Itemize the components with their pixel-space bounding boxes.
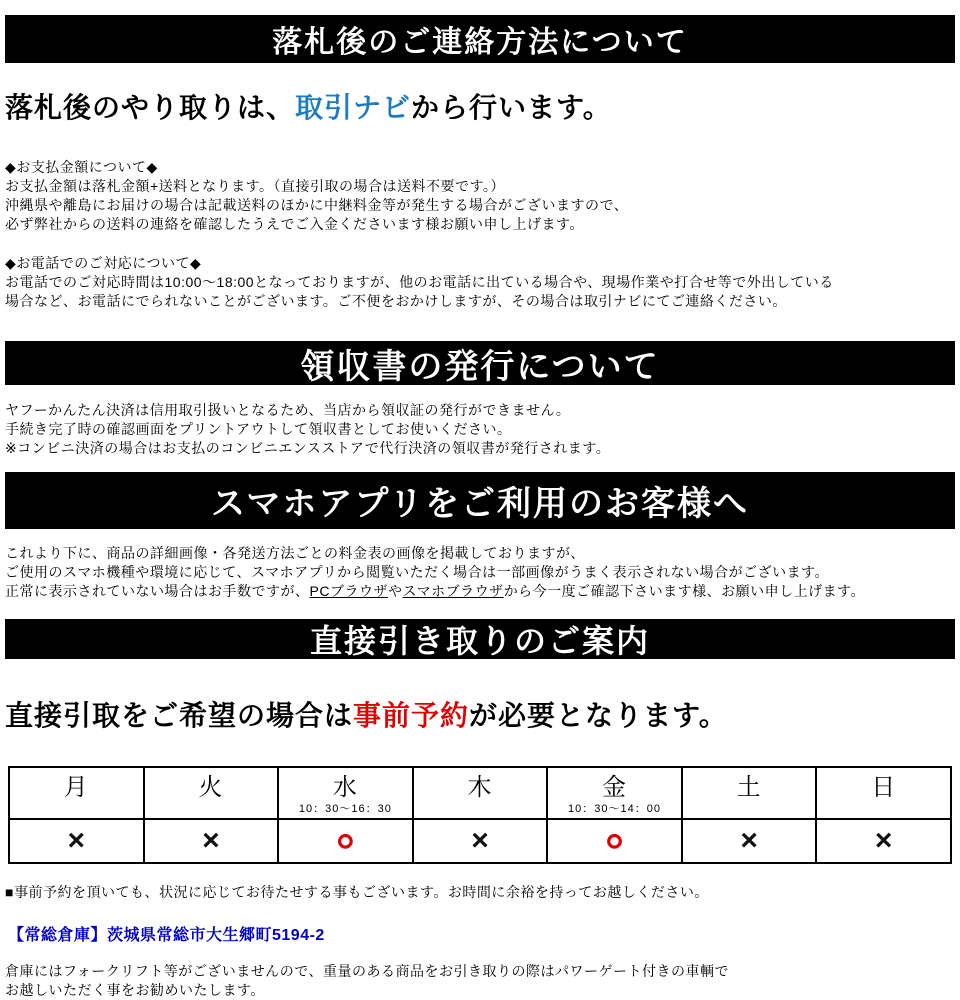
day-time [683,803,816,817]
warehouse-note-line: お越しいただく事をお勧めいたします。 [5,982,265,998]
closed-mark: × [740,824,758,857]
receipt-line: ※コンビニ決済の場合はお支払のコンビニエンスストアで代行決済の領収書が発行されます。 [5,440,611,456]
payment-title: ◆お支払金額について◆ [5,159,158,175]
day-cell-wed [278,767,413,819]
torihiki-navi-link[interactable]: 取引ナビ [295,92,412,123]
mark-cell-wed [278,819,413,863]
day-time: 10：30～14：00 [568,803,661,815]
mark-cell-mon [9,819,144,863]
day-name: 月 [63,774,89,801]
day-name: 火 [198,774,224,801]
day-cell-sat [682,767,817,819]
mark-cell-sun [816,819,951,863]
receipt-section [5,401,960,458]
receipt-line: ヤフーかんたん決済は信用取引扱いとなるため、当店から領収証の発行ができません。 [5,402,571,418]
reservation-note: ■事前予約を頂いても、状況に応じてお待たせする事もございます。お時間に余裕を持ってお越しください。 [5,884,709,900]
smartphone-browser-link[interactable]: スマホブラウザ [402,583,504,599]
banner-contact-method [5,15,955,63]
phone-line: お電話でのご対応時間は10:00～18:00となっておりますが、他のお電話に出ている場合や、現場作業や打合せ等で外出している [5,274,834,290]
phone-line: 場合など、お電話にでられないことがございます。ご不便をおかけしますが、その場合は取引ナビにてご連絡ください。 [5,293,787,309]
pickup-headline-suffix: が必要となります。 [469,700,728,731]
pickup-headline-prefix: 直接引取をご希望の場合は [5,700,354,731]
mark-cell-tue [144,819,279,863]
day-name: 土 [736,774,762,801]
open-mark: ○ [336,825,355,857]
payment-line: お支払金額は落札金額+送料となります。（直接引取の場合は送料不要です。） [5,178,505,194]
day-cell-tue [144,767,279,819]
contact-headline [5,86,960,126]
phone-title: ◆お電話でのご対応について◆ [5,255,202,271]
mark-cell-sat [682,819,817,863]
app-line [5,582,960,601]
closed-mark: × [202,824,220,857]
schedule-header-row [9,767,951,819]
day-time [10,803,143,817]
banner-direct-pickup-title: 直接引き取りのご案内 [309,623,650,659]
warehouse-note [5,962,960,1000]
contact-headline-prefix: 落札後のやり取りは、 [5,92,296,123]
day-time: 10：30～16：30 [298,803,392,815]
receipt-line: 手続き完了時の確認画面をプリントアウトして領収書としてお使いください。 [5,421,512,437]
banner-receipt-title: 領収書の発行について [300,347,660,386]
app-line3-part: や [387,583,403,599]
day-time [414,803,547,817]
closed-mark: × [471,824,489,857]
day-cell-mon [9,767,144,819]
app-line: ご使用のスマホ機種や環境に応じて、スマホアプリから閲覧いただく場合は一部画像がうまく表示されない場合がございます。 [5,564,829,580]
day-name: 金 [602,774,628,801]
banner-receipt [5,341,955,385]
payment-line: 沖縄県や離島にお届けの場合は記載送料のほかに中継料金等が発生する場合がございますので、 [5,197,629,213]
app-line3-part: から今一度ご確認下さいます様、お願い申し上げます。 [503,583,866,599]
closed-mark: × [874,824,893,857]
payment-section [5,158,960,234]
schedule-mark-row [9,819,951,863]
day-time [817,803,950,817]
day-name: 水 [332,774,358,801]
smartphone-app-section [5,544,960,601]
day-time [145,803,278,817]
banner-direct-pickup [5,619,955,659]
payment-line: 必ず弊社からの送料の連絡を確認したうえでご入金くださいます様お願い申し上げます。 [5,216,584,232]
pc-browser-link[interactable]: PCブラウザ [309,583,388,599]
day-cell-sun [816,767,951,819]
day-name: 木 [467,774,493,801]
pickup-headline [5,694,960,734]
warehouse-address: 【常総倉庫】茨城県常総市大生郷町5194-2 [8,927,325,944]
banner-contact-method-title: 落札後のご連絡方法について [272,26,688,59]
app-line: これより下に、商品の詳細画像・各発送方法ごとの料金表の画像を掲載しておりますが、 [5,545,585,561]
day-name: 日 [871,774,897,801]
open-mark: ○ [605,825,624,857]
mark-cell-fri [547,819,682,863]
day-cell-fri [547,767,682,819]
contact-headline-suffix: から行います。 [411,92,612,123]
warehouse-note-line: 倉庫にはフォークリフト等がございませんので、重量のある商品をお引き取りの際はパワーゲート付きの車輌で [5,963,730,979]
phone-section [5,254,960,311]
day-cell-thu [413,767,548,819]
banner-smartphone-app [5,472,955,529]
mark-cell-thu [413,819,548,863]
closed-mark: × [67,824,86,857]
banner-smartphone-app-title: スマホアプリをご利用のお客様へ [211,485,749,523]
pickup-schedule-table [8,766,952,864]
app-line3-part: 正常に表示されていない場合はお手数ですが、 [5,583,310,599]
advance-reservation-emphasis: 事前予約 [353,700,470,731]
